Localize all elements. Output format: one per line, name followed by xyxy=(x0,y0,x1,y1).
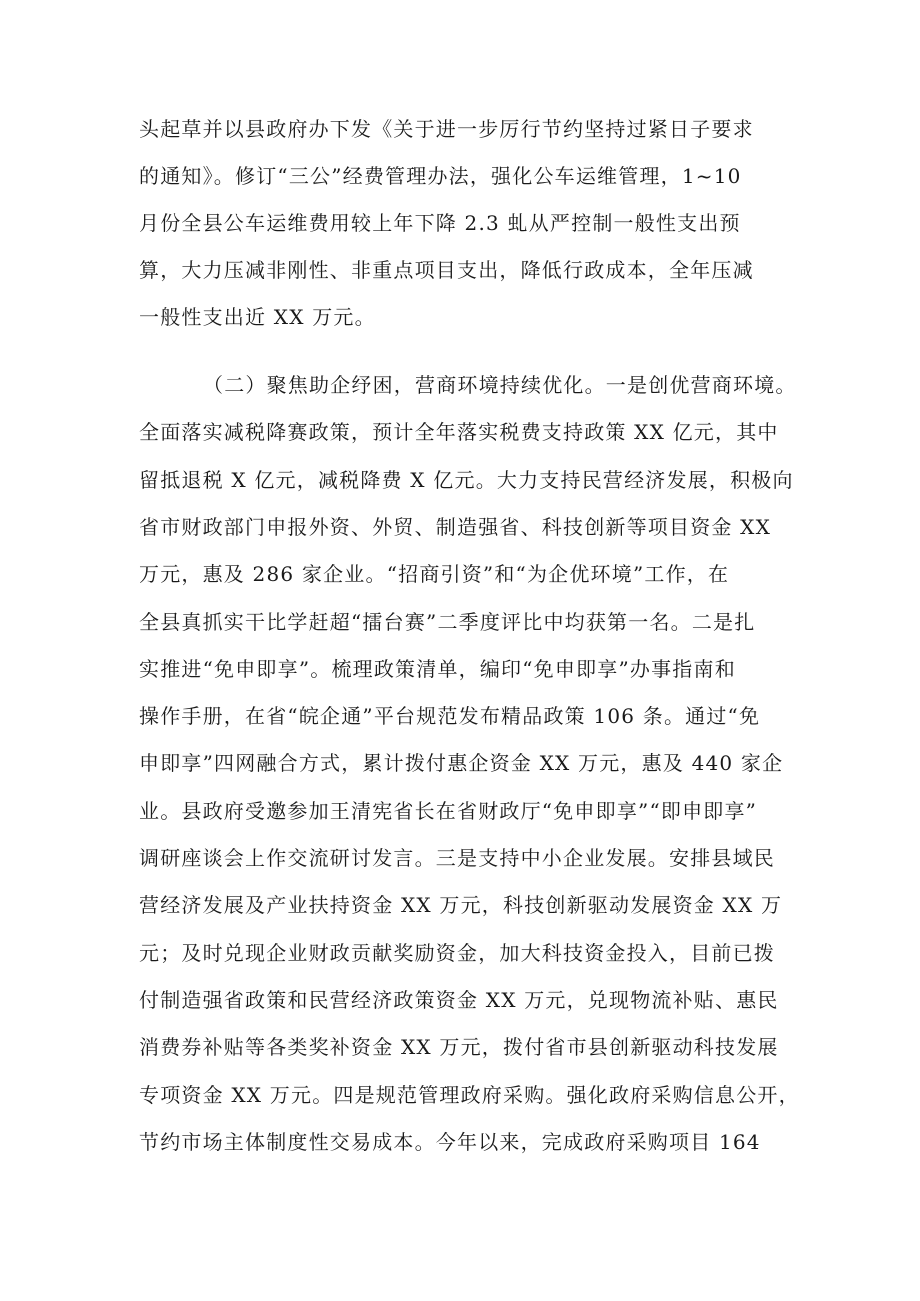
text-line: 申即享”四网融合方式，累计拨付惠企资金 XX 万元，惠及 440 家企 xyxy=(139,751,784,776)
text-line: 专项资金 XX 万元。四是规范管理政府采购。强化政府采购信息公开， xyxy=(139,1082,800,1107)
text-line: （二）聚焦助企纾困，营商环境持续优化。一是创优营商环境。 xyxy=(203,373,797,397)
text-line: 的通知》。修订“三公”经费管理办法，强化公车运维管理，1~10 xyxy=(139,164,742,188)
text-line: 节约市场主体制度性交易成本。今年以来，完成政府采购项目 164 xyxy=(139,1129,761,1154)
text-line: 全面落实减税降赛政策，预计全年落实税费支持政策 XX 亿元，其中 xyxy=(139,420,779,445)
text-line: 算，大力压减非刚性、非重点项目支出，降低行政成本，全年压减 xyxy=(139,258,754,282)
text-line: 业。县政府受邀参加王清宪省长在省财政厅“免申即享”“即申即享” xyxy=(139,798,758,823)
text-line: 一般性支出近 XX 万元。 xyxy=(139,305,376,329)
text-line: 万元，惠及 286 家企业。“招商引资”和“为企优环境”工作，在 xyxy=(139,562,730,587)
text-line: 省市财政部门申报外资、外贸、制造强省、科技创新等项目资金 XX xyxy=(139,514,772,539)
text-line: 月份全县公车运维费用较上年下降 2.3 虬从严控制一般性支出预 xyxy=(139,211,741,235)
text-line: 操作手册，在省“皖企通”平台规范发布精品政策 106 条。通过“免 xyxy=(139,704,761,729)
text-line: 消费券补贴等各类奖补资金 XX 万元，拨付省市县创新驱动科技发展 xyxy=(139,1035,779,1060)
text-line: 营经济发展及产业扶持资金 XX 万元，科技创新驱动发展资金 XX 万 xyxy=(139,893,783,918)
text-line: 头起草并以县政府办下发《关于进一步厉行节约坚持过紧日子要求 xyxy=(139,117,754,141)
text-line: 全县真抓实干比学赶超“擂台赛”二季度评比中均获第一名。二是扎 xyxy=(139,609,756,634)
text-line: 实推进“免申即享”。梳理政策清单，编印“免申即享”办事指南和 xyxy=(139,656,736,681)
text-line: 付制造强省政策和民营经济政策资金 XX 万元，兑现物流补贴、惠民 xyxy=(139,987,779,1012)
text-line: 元；及时兑现企业财政贡献奖励资金，加大科技资金投入，目前已拨 xyxy=(139,940,775,965)
text-line: 留抵退税 X 亿元，减税降费 X 亿元。大力支持民营经济发展，积极向 xyxy=(139,467,794,492)
text-line: 调研座谈会上作交流研讨发言。三是支持中小企业发展。安排县域民 xyxy=(139,846,775,870)
